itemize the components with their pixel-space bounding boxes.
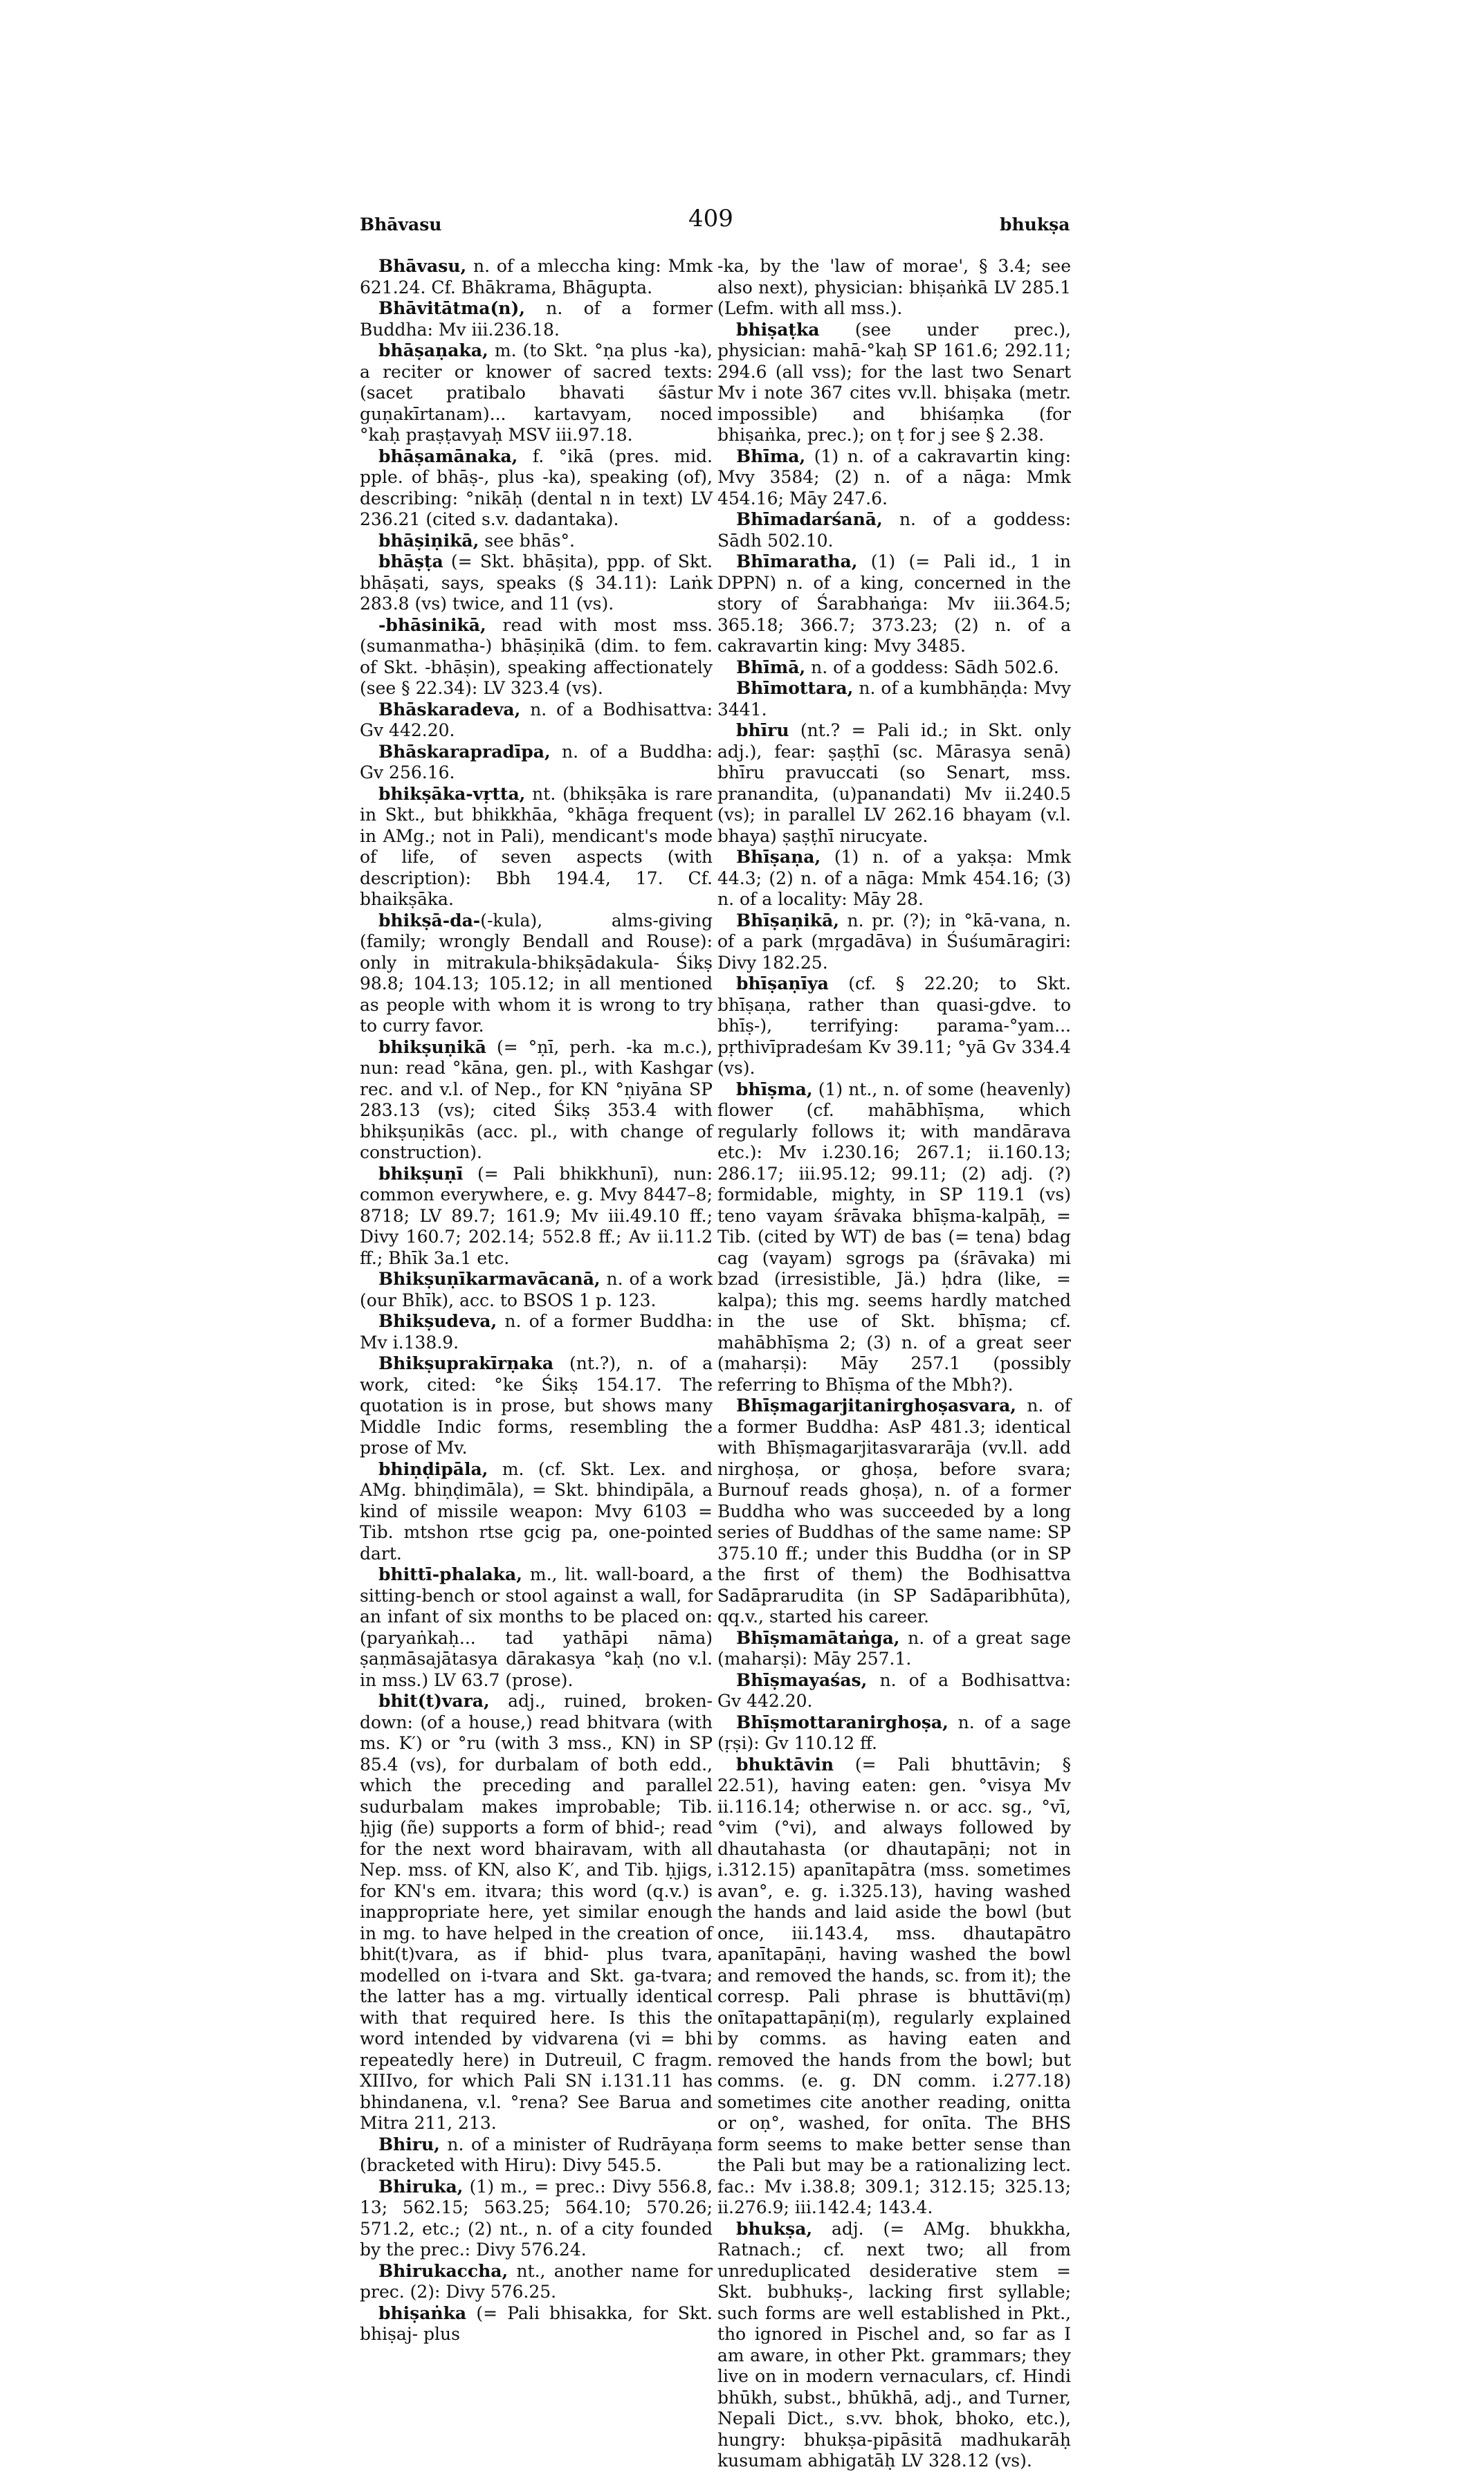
entry-definition: f. °ikā (pres. mid. pple. of bhāṣ-, plus -ka), speaking (of), describing: °nikāḥ (dental n in text) LV 236.21 (cited s.v. dadantaka). xyxy=(360,446,713,529)
entry-definition: n. of a Bodhisattva: Gv 442.20. xyxy=(717,1669,1071,1711)
dictionary-entry xyxy=(717,2219,1071,2472)
entry-headword: Bhiruka, xyxy=(378,2176,464,2197)
entry-headword: bhiṇḍipāla, xyxy=(378,1458,488,1479)
entry-headword: Bhīmadarśanā, xyxy=(736,509,883,529)
running-head xyxy=(360,205,1155,235)
dictionary-entry xyxy=(360,615,713,699)
dictionary-entry xyxy=(717,446,1071,510)
entry-definition: n. of a work (our Bhīk), acc. to BSOS 1 p. 123. xyxy=(360,1269,713,1310)
entry-headword: Bhiru, xyxy=(378,2134,440,2154)
dictionary-entry xyxy=(360,2261,713,2303)
entry-headword: Bhikṣudeva, xyxy=(378,1311,497,1331)
dictionary-entry xyxy=(717,973,1071,1079)
right-column xyxy=(717,256,1071,2472)
dictionary-entry xyxy=(717,509,1071,551)
entry-headword: bhāṣamānaka, xyxy=(378,446,518,466)
dictionary-entry xyxy=(360,1311,713,1353)
entry-definition: n. of a great sage (maharṣi): Māy 257.1. xyxy=(717,1627,1071,1669)
dictionary-entry xyxy=(717,1670,1071,1712)
dictionary-entry xyxy=(360,2134,713,2177)
entry-definition: n. of a former Buddha: Mv i.138.9. xyxy=(360,1311,713,1353)
dictionary-entry xyxy=(717,1628,1071,1670)
dictionary-entry xyxy=(717,720,1071,847)
entry-headword: Bhīṣaṇikā, xyxy=(736,910,839,931)
entry-headword: Bhīṣmamātaṅga, xyxy=(736,1627,900,1648)
entry-headword: Bhāskaradeva, xyxy=(378,699,521,720)
entry-definition: (cf. § 22.20; to Skt. bhīṣaṇa, rather than quasi-gdve. to bhīṣ-), terrifying: parama-°yam... pṛthivīpradeśam Kv 39.11; °yā Gv 334.4 (vs). xyxy=(717,973,1071,1078)
entry-definition: (1) m., = prec.: Divy 556.8, 13; 562.15; 563.25; 564.10; 570.26; 571.2, etc.; (2) nt., n. of a city founded by the prec.: Divy 576.24. xyxy=(360,2176,713,2260)
header-right-guide-word: bhukṣa xyxy=(1000,214,1070,235)
header-left-guide-word: Bhāvasu xyxy=(360,214,442,235)
dictionary-entry xyxy=(717,1395,1071,1628)
dictionary-entry xyxy=(717,1079,1071,1396)
dictionary-entry xyxy=(360,910,713,1037)
entry-definition: (nt.?), n. of a work, cited: °ke Śikṣ 154.17. The quotation is in prose, but shows many Middle Indic forms, resembling the prose of Mv. xyxy=(360,1353,713,1458)
dictionary-entry xyxy=(360,2177,713,2261)
dictionary-entry xyxy=(360,2303,713,2345)
entry-definition: (= Skt. bhāṣita), ppp. of Skt. bhāṣati, says, speaks (§ 34.11): Laṅk 283.8 (vs) twice, and 11 (vs). xyxy=(360,551,713,614)
entry-headword: Bhīṣmagarjitanirghoṣasvara, xyxy=(736,1395,1016,1416)
dictionary-entry xyxy=(360,256,713,298)
entry-definition: n. of a goddess: Sādh 502.10. xyxy=(717,509,1071,551)
entry-definition: m. (to Skt. °ṇa plus -ka), a reciter or knower of sacred texts: (sacet pratibalo bhavati śāstur guṇakīrtanam)... kartavyam, noced °kaḥ praṣṭavyaḥ MSV iii.97.18. xyxy=(360,340,713,445)
entry-definition: n. of a sage (ṛṣi): Gv 110.12 ff. xyxy=(717,1712,1071,1753)
entry-headword: Bhīṣmottaranirghoṣa, xyxy=(736,1712,949,1732)
entry-headword: Bhīmaratha, xyxy=(736,551,858,571)
dictionary-entry xyxy=(360,340,713,446)
page-number: 409 xyxy=(688,205,733,232)
entry-headword: Bhāvitātma(n), xyxy=(378,298,526,318)
dictionary-entry xyxy=(360,742,713,784)
dictionary-entry xyxy=(360,1691,713,2134)
dictionary-entry xyxy=(360,699,713,742)
dictionary-entry xyxy=(717,551,1071,657)
dictionary-entry xyxy=(717,1712,1071,1755)
entry-definition: n. of a former Buddha: Mv iii.236.18. xyxy=(360,298,713,340)
dictionary-entry xyxy=(360,298,713,340)
entry-definition: read with most mss. (sumanmatha-) bhāṣiṇikā (dim. to fem. of Skt. -bhāṣin), speaking affectionately (see § 22.34): LV 323.4 (vs). xyxy=(360,614,713,698)
dictionary-entry xyxy=(717,320,1071,446)
entry-definition: (= °ṇī, perh. -ka m.c.), nun: read °kāna, gen. pl., with Kashgar rec. and v.l. of Nep., for KN °ṇiyāna SP 283.13 (vs); cited Śikṣ 353.4 with bhikṣuṇikās (acc. pl., with change of construction). xyxy=(360,1036,713,1162)
entry-definition: n. of a kumbhāṇḍa: Mvy 3441. xyxy=(717,678,1071,720)
entry-headword: Bhīṣaṇa, xyxy=(736,847,821,867)
entry-definition: m. (cf. Skt. Lex. and AMg. bhiṇḍimāla), = Skt. bhindipāla, a kind of missile weapon: Mvy 6103 = Tib. mtshon rtse gcig pa, one-pointed dart. xyxy=(360,1458,713,1564)
entry-headword: -bhāsinikā, xyxy=(378,614,486,635)
entry-definition: (1) n. of a yakṣa: Mmk 44.3; (2) n. of a nāga: Mmk 454.16; (3) n. of a locality: Māy 28. xyxy=(717,847,1071,909)
entry-headword: Bhīma, xyxy=(736,446,806,466)
entry-headword: bhīṣma, xyxy=(736,1079,813,1099)
entry-headword: bhiṣaṅka xyxy=(378,2302,467,2323)
entry-headword: Bhīmā, xyxy=(736,657,806,677)
entry-headword: bhikṣuṇī xyxy=(378,1163,464,1184)
entry-definition: nt., another name for prec. (2): Divy 576.25. xyxy=(360,2260,713,2302)
entry-definition: (1) n. of a cakravartin king: Mvy 3584; (2) n. of a nāga: Mmk 454.16; Māy 247.6. xyxy=(717,446,1071,509)
entry-headword: Bhīṣmayaśas, xyxy=(736,1669,868,1690)
entry-headword: bhikṣāka-vṛtta, xyxy=(378,783,526,804)
entry-definition: -ka, by the 'law of morae', § 3.4; see also next), physician: bhiṣaṅkā LV 285.1 (Lefm. with all mss.). xyxy=(717,256,1071,318)
dictionary-entry xyxy=(360,1459,713,1565)
entry-headword: Bhikṣuṇīkarmavācanā, xyxy=(378,1269,601,1289)
entry-headword: bhāṣiṇikā, xyxy=(378,530,479,551)
entry-definition: n. of a former Buddha: AsP 481.3; identical with Bhīṣmagarjitasvararāja (vv.ll. add nirghoṣa, or ghoṣa, before svara; Burnouf reads ghoṣa), n. of a former Buddha who was succeeded by a long series of Buddhas of the same name: SP 375.10 ff.; under this Buddha (or in SP the first of them) the Bodhisattva Sadāprarudita (in SP Sadāparibhūta), qq.v., started his career. xyxy=(717,1395,1071,1627)
dictionary-entry xyxy=(360,551,713,615)
entry-definition: (= Pali bhisakka, for Skt. bhiṣaj- plus xyxy=(360,2302,713,2344)
entry-definition: nt. (bhikṣāka is rare in Skt., but bhikkhāa, °khāga frequent in AMg.; not in Pali), mendicant's mode of life, of seven aspects (with description): Bbh 194.4, 17. Cf. bhaikṣāka. xyxy=(360,783,713,909)
entry-headword: bhiṣaṭka xyxy=(736,319,820,340)
entry-definition: n. of a Buddha: Gv 256.16. xyxy=(360,741,713,782)
entry-definition: adj., ruined, broken-down: (of a house,) read bhitvara (with ms. K′) or °ru (with 3 mss., KN) in SP 85.4 (vs), for durbalam of both edd., which the preceding and parallel sudurbalam makes improbable; Tib. ḥjig (ñe) supports a form of bhid-; read for the next word bhairavam, with all Nep. mss. of KN, also K′, and Tib. ḥjigs, for KN's em. itvara; this word (q.v.) is inappropriate here, yet similar enough in mg. to have helped in the creation of bhit(t)vara, as if bhid- plus tvara, modelled on i-tvara and Skt. ga-tvara; the latter has a mg. virtually identical with that required here. Is this the word intended by vidvarena (vi = bhi repeatedly here) in Dutreuil, C fragm. XIIIvo, for which Pali SN i.131.11 has bhindanena, v.l. °rena? See Barua and Mitra 211, 213. xyxy=(360,1691,713,2133)
dictionary-entry xyxy=(717,910,1071,974)
entry-definition: (= Pali bhuttāvin; § 22.51), having eaten: gen. °visya Mv ii.116.14; otherwise n. or acc. sg., °vī, °vim (°vi), and always followed by dhautahasta (or dhautapāṇi; not in i.312.15) apanītapātra (mss. sometimes avan°, e. g. i.325.13), having washed the hands and laid aside the bowl (but once, iii.143.4, mss. dhautapātro apanītapāṇi, having washed the bowl and removed the hands, sc. from it); the corresp. Pali phrase is bhuttāvi(ṃ) onītapattapāṇi(ṃ), regularly explained by comms. as having eaten and removed the hands from the bowl; but comms. (e. g. DN comm. i.277.18) sometimes cite another reading, onitta or oṇ°, washed, for onīta. The BHS form seems to make better sense than the Pali but may be a rationalizing lect. fac.: Mv i.38.8; 309.1; 312.15; 325.13; ii.276.9; iii.142.4; 143.4. xyxy=(717,1754,1071,2217)
dictionary-entry xyxy=(717,1755,1071,2219)
dictionary-entry xyxy=(717,256,1071,320)
dictionary-entry xyxy=(717,678,1071,720)
entry-definition: m., lit. wall-board, a sitting-bench or stool against a wall, for an infant of six months to be placed on: (paryaṅkaḥ... tad yathāpi nāma) ṣaṇmāsajātasya dārakasya °kaḥ (no v.l. in mss.) LV 63.7 (prose). xyxy=(360,1564,713,1690)
entry-definition: n. of a goddess: Sādh 502.6. xyxy=(805,657,1059,677)
entry-headword: bhāṣaṇaka, xyxy=(378,340,488,360)
dictionary-entry xyxy=(360,1269,713,1311)
entry-headword: bhīru xyxy=(736,720,789,740)
entry-headword: bhittī-phalaka, xyxy=(378,1564,522,1584)
entry-headword: bhuktāvin xyxy=(736,1754,834,1775)
entry-headword: bhīṣaṇīya xyxy=(736,973,829,994)
entry-definition: n. pr. (?); in °kā-vana, n. of a park (mṛgadāva) in Śuśumāragiri: Divy 182.25. xyxy=(717,910,1071,973)
entry-definition: adj. (= AMg. bhukkha, Ratnach.; cf. next two; all from unreduplicated desiderative stem = Skt. bubhukṣ-, lacking first syllable; such forms are well established in Pkt., tho ignored in Pischel and, so far as I am aware, in other Pkt. grammars; they live on in modern vernaculars, cf. Hindi bhūkh, subst., bhūkhā, adj., and Turner, Nepali Dict., s.vv. bhok, bhoko, etc.), hungry: bhukṣa-pipāsitā madhukarāḥ kusumam abhigatāḥ LV 328.12 (vs). xyxy=(717,2218,1071,2471)
entry-headword: Bhirukaccha, xyxy=(378,2260,509,2281)
entry-headword: bhikṣā-da- xyxy=(378,910,481,931)
entry-definition: (-kula), alms-giving (family; wrongly Bendall and Rouse): only in mitrakula-bhikṣādakula- Śikṣ 98.8; 104.13; 105.12; in all mentioned as people with whom it is wrong to try to curry favor. xyxy=(360,910,713,1036)
entry-headword: Bhāskarapradīpa, xyxy=(378,741,551,762)
entry-definition: n. of a Bodhisattva: Gv 442.20. xyxy=(360,699,713,740)
dictionary-entry xyxy=(360,784,713,910)
entry-definition: (1) nt., n. of some (heavenly) flower (cf. mahābhīṣma, which regularly follows it; with mandārava etc.): Mv i.230.16; 267.1; ii.160.13; 286.17; iii.95.12; 99.11; (2) adj. (?) formidable, mighty, in SP 119.1 (vs) teno vayam śrāvaka bhīṣma-kalpāḥ, = Tib. (cited by WT) de bas (= tena) bdag cag (vayam) sgrogs pa (śrāvaka) mi bzad (irresistible, Jä.) ḥdra (like, = kalpa); this mg. seems hardly matched in the use of Skt. bhīṣma; cf. mahābhīṣma 2; (3) n. of a great seer (maharṣi): Māy 257.1 (possibly referring to Bhīṣma of the Mbh?). xyxy=(717,1079,1071,1395)
entry-headword: Bhīmottara, xyxy=(736,678,854,698)
dictionary-entry xyxy=(360,446,713,531)
entry-definition: (1) (= Pali id., 1 in DPPN) n. of a king, concerned in the story of Śarabhaṅga: Mv iii.364.5; 365.18; 366.7; 373.23; (2) n. of a cakravartin king: Mvy 3485. xyxy=(717,551,1071,656)
entry-headword: bhukṣa, xyxy=(736,2218,813,2239)
entry-definition: (nt.? = Pali id.; in Skt. only adj.), fear: ṣaṣṭhī (sc. Mārasya senā) bhīru pravuccati (so Senart, mss. pranandita, (u)panandati) Mv ii.240.5 (vs); in parallel LV 262.16 bhayam (v.l. bhaya) ṣaṣṭhī nirucyate. xyxy=(717,720,1071,846)
dictionary-entry xyxy=(717,657,1071,679)
dictionary-entry xyxy=(360,1164,713,1270)
dictionary-entry xyxy=(717,847,1071,910)
entry-definition: n. of a minister of Rudrāyaṇa (bracketed with Hiru): Divy 545.5. xyxy=(360,2134,713,2175)
entry-headword: bhit(t)vara, xyxy=(378,1691,490,1711)
entry-headword: Bhāvasu, xyxy=(378,256,467,276)
dictionary-entry xyxy=(360,1037,713,1164)
entry-headword: bhāṣṭa xyxy=(378,551,443,571)
entry-headword: bhikṣuṇikā xyxy=(378,1036,486,1057)
dictionary-entry xyxy=(360,531,713,552)
dictionary-entry xyxy=(360,1564,713,1691)
entry-definition: (see under prec.), physician: mahā-°kaḥ SP 161.6; 292.11; 294.6 (all vss); for the last two Senart Mv i note 367 cites vv.ll. bhiṣaka (metr. impossible) and bhiśaṃka (for bhiṣaṅka, prec.); on ṭ for j see § 2.38. xyxy=(717,319,1071,445)
entry-definition: n. of a mleccha king: Mmk 621.24. Cf. Bhākrama, Bhāgupta. xyxy=(360,256,713,297)
entry-definition: (= Pali bhikkhunī), nun: common everywhere, e. g. Mvy 8447–8; 8718; LV 89.7; 161.9; Mv iii.49.10 ff.; Divy 160.7; 202.14; 552.8 ff.; Av ii.11.2 ff.; Bhīk 3a.1 etc. xyxy=(360,1163,713,1268)
entry-definition: see bhās°. xyxy=(479,530,575,551)
entry-headword: Bhikṣuprakīrṇaka xyxy=(378,1353,554,1373)
dictionary-entry xyxy=(360,1353,713,1459)
left-column xyxy=(360,256,713,2345)
